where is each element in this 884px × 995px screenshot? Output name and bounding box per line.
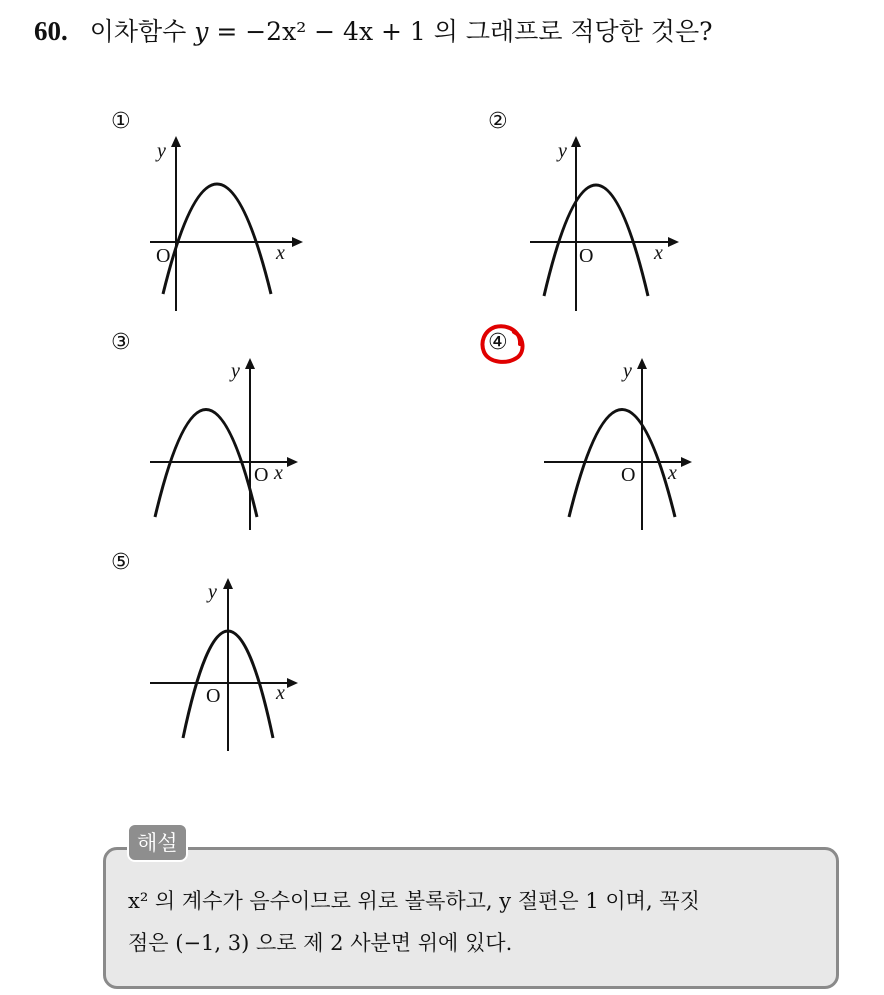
origin-label: O <box>156 245 171 267</box>
x-axis-label: x <box>276 242 285 264</box>
explanation-line-1: x² 의 계수가 음수이므로 위로 볼록하고, y 절편은 1 이며, 꼭짓 <box>128 889 700 913</box>
choice-3-number[interactable]: ③ <box>111 330 131 355</box>
y-axis-label: y <box>208 581 217 603</box>
question-suffix: 의 그래프로 적당한 것은? <box>433 17 713 46</box>
origin-label: O <box>621 464 636 486</box>
y-axis-label: y <box>157 140 166 162</box>
explanation-text <box>128 880 828 964</box>
equation-rhs: = −2x² − 4x + 1 <box>216 17 426 46</box>
origin-label: O <box>254 464 269 486</box>
choice-1-number[interactable]: ① <box>111 109 131 134</box>
x-axis-label: x <box>276 682 285 704</box>
question-number: 60. <box>34 16 68 46</box>
choice-5-number[interactable]: ⑤ <box>111 550 131 575</box>
x-axis-label: x <box>654 242 663 264</box>
choice-4-number[interactable]: ④ <box>488 330 508 355</box>
y-axis-label: y <box>231 360 240 382</box>
choice-2-number[interactable]: ② <box>488 109 508 134</box>
y-axis-label: y <box>558 140 567 162</box>
question-prefix: 이차함수 <box>89 17 187 46</box>
y-axis-label: y <box>623 360 632 382</box>
x-axis-label: x <box>274 462 283 484</box>
origin-label: O <box>579 245 594 267</box>
origin-label: O <box>206 685 221 707</box>
x-axis-arrow-icon <box>287 678 298 688</box>
equation-lhs: y <box>194 17 209 46</box>
y-axis-arrow-icon <box>223 578 233 589</box>
explanation-tag: 해설 <box>127 823 188 862</box>
x-axis-label: x <box>668 462 677 484</box>
explanation-line-2: 점은 (−1, 3) 으로 제 2 사분면 위에 있다. <box>128 931 513 955</box>
